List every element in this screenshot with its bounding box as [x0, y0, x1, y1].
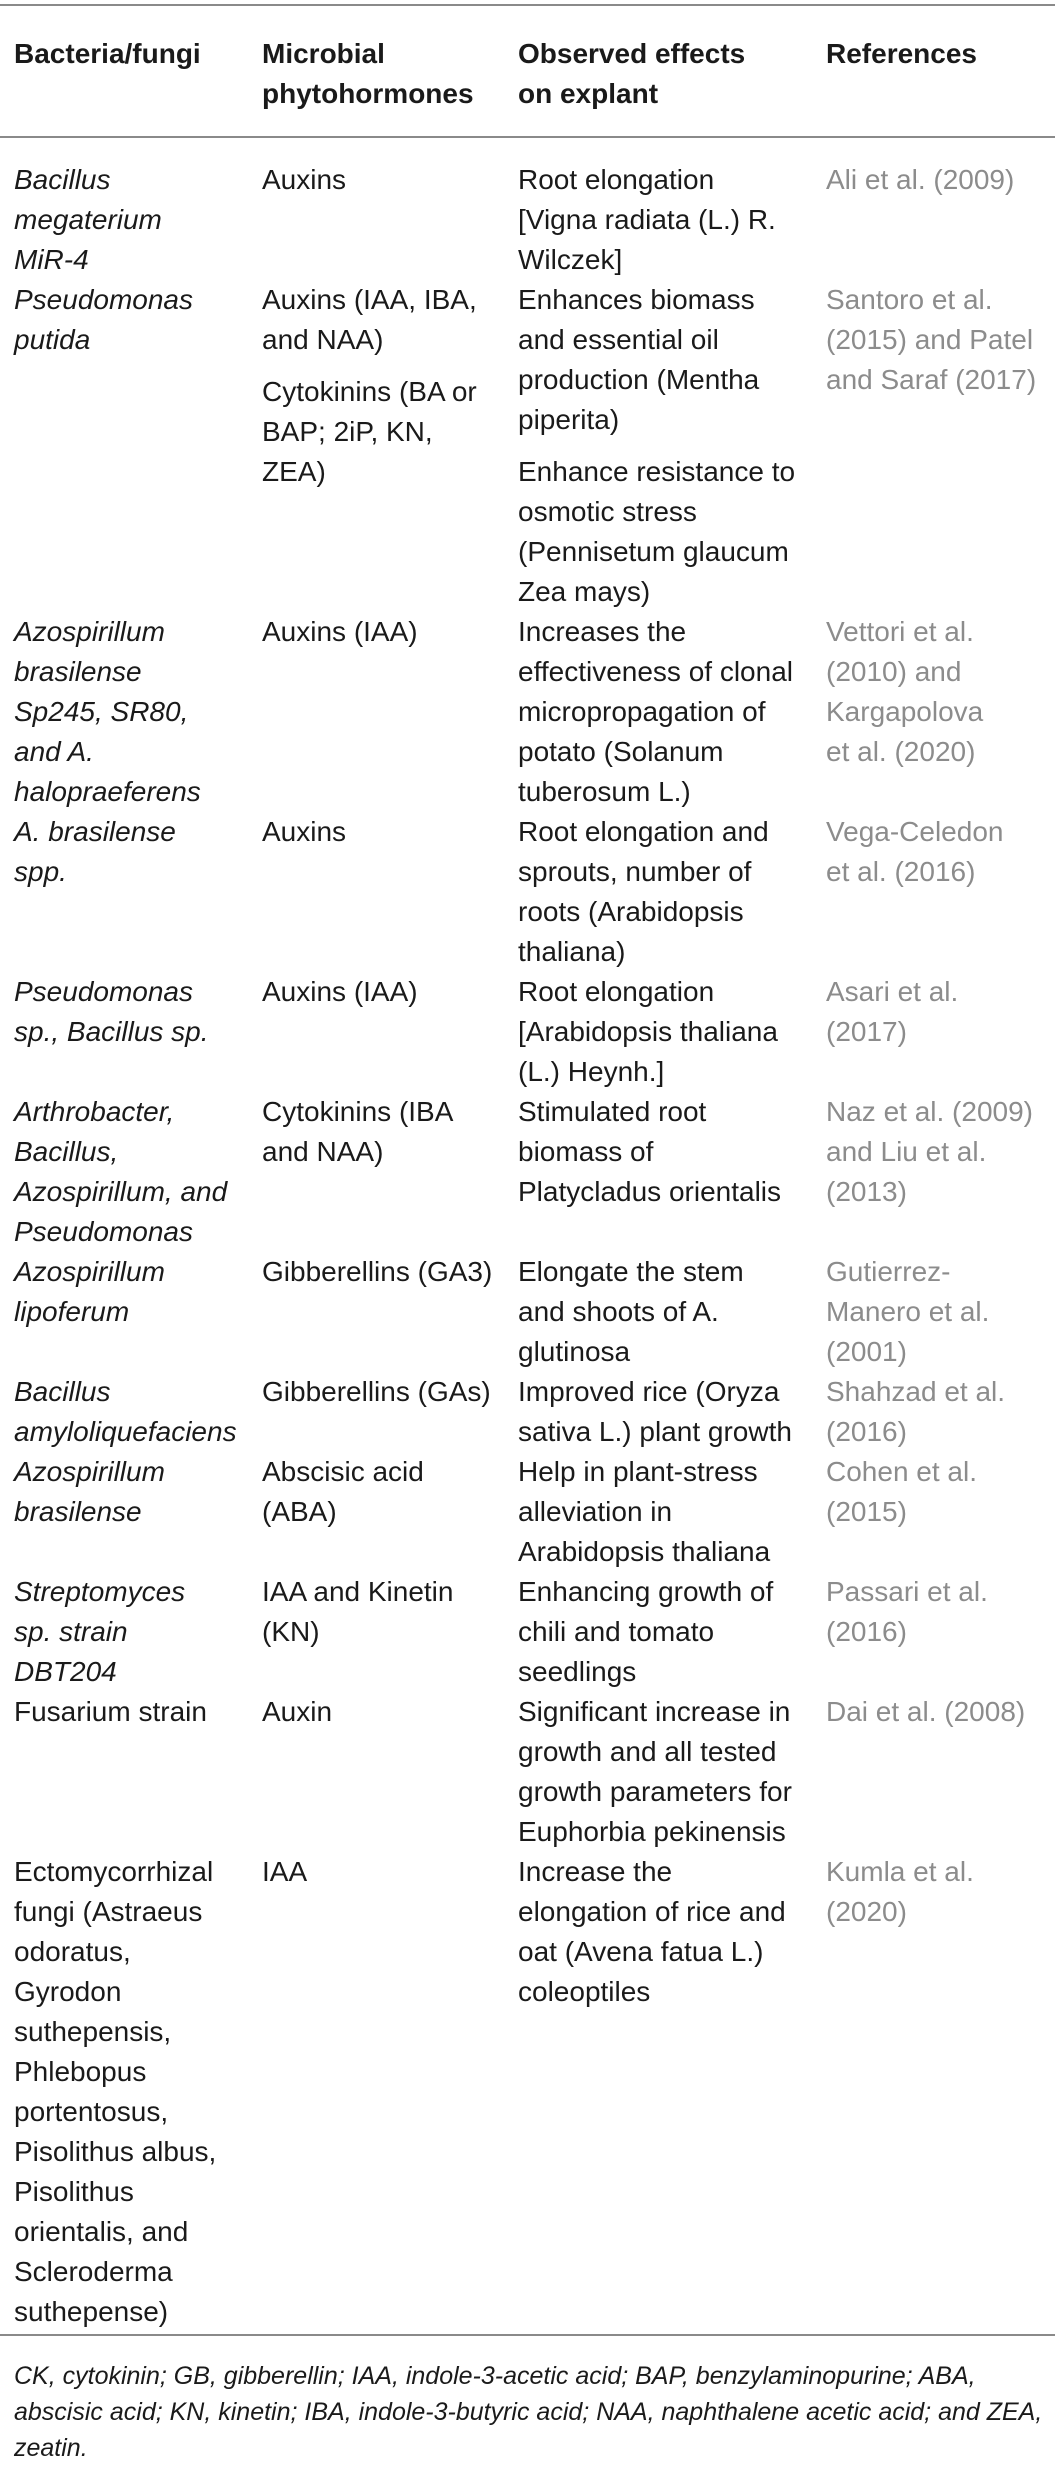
row-10-organism: Streptomyces sp. strain DBT204 — [14, 1576, 186, 1687]
bottom-rule — [0, 2334, 1055, 2336]
row-1-reference: Ali et al. (2009) — [826, 164, 1015, 195]
row-12-effect: Increase the elongation of rice and oat (Avena fatua L.) coleoptiles — [518, 1856, 786, 2007]
row-9-reference: Cohen et al. (2015) — [826, 1456, 977, 1527]
row-11-organism: Fusarium strain — [14, 1696, 207, 1727]
row-10-hormone: IAA and Kinetin (KN) — [262, 1576, 454, 1647]
row-9-hormone: Abscisic acid (ABA) — [262, 1456, 424, 1527]
row-4-hormone: Auxins — [262, 816, 347, 847]
row-11-effect: Significant increase in growth and all tested growth parameters for Euphorbia pekinensis — [518, 1696, 792, 1847]
row-6-hormone: Cytokinins (IBA and NAA) — [262, 1096, 454, 1167]
row-12-reference: Kumla et al. (2020) — [826, 1856, 974, 1927]
row-5-hormone: Auxins (IAA) — [262, 976, 418, 1007]
row-5-effect: Root elongation [Arabidopsis thaliana (L.) Heynh.] — [518, 976, 778, 1087]
row-3-organism: Azospirillum brasilense Sp245, SR80, and A. halopraeferens — [14, 616, 201, 807]
row-8-hormone: Gibberellins (GAs) — [262, 1376, 491, 1407]
row-10-effect: Enhancing growth of chili and tomato seedlings — [518, 1576, 774, 1687]
row-12-organism: Ectomycorrhizal fungi (Astraeus odoratus, Gyrodon suthepensis, Phlebopus portentosus, Pisolithus albus, Pisolithus orientalis, and Scleroderma suthepense) — [14, 1856, 217, 2327]
header-observed-effects: Observed effects on explant — [518, 38, 746, 109]
row-5-reference: Asari et al. (2017) — [826, 976, 959, 1047]
row-2-effect-secondary: Enhance resistance to osmotic stress (Pennisetum glaucum Zea mays) — [518, 456, 796, 607]
row-7-reference: Gutierrez- Manero et al. (2001) — [826, 1256, 990, 1367]
row-8-effect: Improved rice (Oryza sativa L.) plant growth — [518, 1376, 792, 1447]
row-8-reference: Shahzad et al. (2016) — [826, 1376, 1006, 1447]
row-6-effect: Stimulated root biomass of Platycladus orientalis — [518, 1096, 782, 1207]
header-microbial-phytohormones: Microbial phytohormones — [262, 38, 474, 109]
row-2-hormone-secondary: Cytokinins (BA or BAP; 2iP, KN, ZEA) — [262, 376, 477, 487]
row-3-reference: Vettori et al. (2010) and Kargapolova et al. (2020) — [826, 616, 984, 767]
row-1-effect: Root elongation [Vigna radiata (L.) R. Wilczek] — [518, 164, 776, 275]
header-bacteria-fungi: Bacteria/fungi — [14, 38, 201, 69]
row-9-effect: Help in plant-stress alleviation in Arabidopsis thaliana — [518, 1456, 771, 1567]
row-7-organism: Azospirillum lipoferum — [14, 1256, 165, 1327]
row-2-effect: Enhances biomass and essential oil production (Mentha piperita) — [518, 284, 760, 435]
table-footnote: CK, cytokinin; GB, gibberellin; IAA, indole-3-acetic acid; BAP, benzylaminopurine; ABA, abscisic acid; KN, kinetin; IBA, indole-3-butyric acid; NAA, naphthalene acetic acid; and ZEA, zeatin. — [14, 2362, 1043, 2462]
row-12-hormone: IAA — [262, 1856, 308, 1887]
row-8-organism: Bacillus amyloliquefaciens — [14, 1376, 237, 1447]
row-1-hormone: Auxins — [262, 164, 347, 195]
top-rule — [0, 4, 1055, 6]
row-10-reference: Passari et al. (2016) — [826, 1576, 988, 1647]
row-9-organism: Azospirillum brasilense — [14, 1456, 165, 1527]
row-2-reference: Santoro et al. (2015) and Patel and Saraf (2017) — [826, 284, 1037, 395]
header-rule — [0, 136, 1055, 138]
row-1-organism: Bacillus megaterium MiR-4 — [14, 164, 162, 275]
row-7-hormone: Gibberellins (GA3) — [262, 1256, 493, 1287]
row-3-effect: Increases the effectiveness of clonal micropropagation of potato (Solanum tuberosum L.) — [518, 616, 793, 807]
row-11-reference: Dai et al. (2008) — [826, 1696, 1026, 1727]
row-2-hormone: Auxins (IAA, IBA, and NAA) — [262, 284, 477, 355]
row-2-organism: Pseudomonas putida — [14, 284, 194, 355]
row-6-organism: Arthrobacter, Bacillus, Azospirillum, and Pseudomonas — [14, 1096, 228, 1247]
row-11-hormone: Auxin — [262, 1696, 333, 1727]
header-references: References — [826, 38, 977, 69]
row-6-reference: Naz et al. (2009) and Liu et al. (2013) — [826, 1096, 1033, 1207]
row-4-organism: A. brasilense spp. — [14, 816, 176, 887]
row-7-effect: Elongate the stem and shoots of A. glutinosa — [518, 1256, 744, 1367]
row-4-effect: Root elongation and sprouts, number of roots (Arabidopsis thaliana) — [518, 816, 769, 967]
row-5-organism: Pseudomonas sp., Bacillus sp. — [14, 976, 209, 1047]
row-3-hormone: Auxins (IAA) — [262, 616, 418, 647]
row-4-reference: Vega-Celedon et al. (2016) — [826, 816, 1004, 887]
